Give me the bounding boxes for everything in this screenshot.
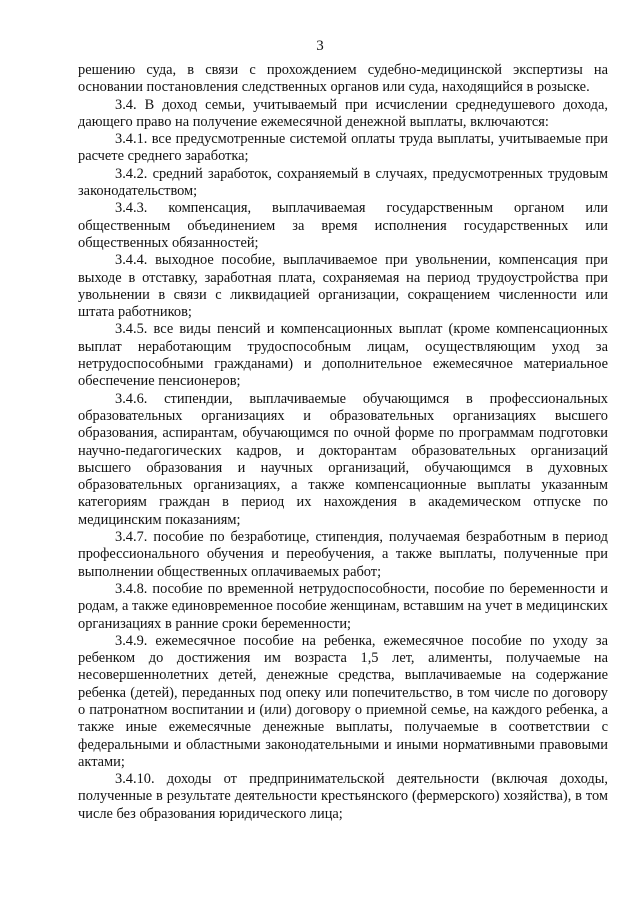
paragraph-3-4-5: 3.4.5. все виды пенсий и компенсационных выплат (кроме компенсационных выплат неработающим трудоспособным лицам, осуществляющим уход за нетрудоспособными гражданами) и дополнительное ежемесячное материальное обеспечение пенсионеров; <box>78 321 608 390</box>
paragraph-3-4: 3.4. В доход семьи, учитываемый при исчислении среднедушевого дохода, дающего право на получение ежемесячной денежной выплаты, включаются: <box>78 96 608 130</box>
paragraph-3-4-10: 3.4.10. доходы от предпринимательской деятельности (включая доходы, полученные в результате деятельности крестьянского (фермерского) хозяйства), в том числе без образования юридического лица; <box>78 771 608 822</box>
document-body <box>78 62 608 823</box>
paragraph-3-4-4: 3.4.4. выходное пособие, выплачиваемое при увольнении, компенсация при выходе в отставку, заработная плата, сохраняемая на период трудоустройства при увольнении в связи с ликвидацией организации, сокращением численности или штата работников; <box>78 252 608 321</box>
paragraph-3-4-6: 3.4.6. стипендии, выплачиваемые обучающимся в профессиональных образовательных организациях и образовательных организациях высшего образования, аспирантам, обучающимся по очной форме по программам подготовки научно-педагогических кадров, и докторантам образовательных организаций высшего образования и научных организаций, обучающимся в духовных образовательных организациях, а также компенсационные выплаты указанным категориям граждан в период их нахождения в академическом отпуске по медицинским показаниям; <box>78 390 608 528</box>
paragraph-3-4-8: 3.4.8. пособие по временной нетрудоспособности, пособие по беременности и родам, а также единовременное пособие женщинам, вставшим на учет в медицинских организациях в ранние сроки беременности; <box>78 580 608 632</box>
paragraph-continuation: решению суда, в связи с прохождением судебно-медицинской экспертизы на основании постановления следственных органов или суда, находящийся в розыске. <box>78 62 608 96</box>
paragraph-3-4-9: 3.4.9. ежемесячное пособие на ребенка, ежемесячное пособие по уходу за ребенком до достижения им возраста 1,5 лет, алименты, получаемые на несовершеннолетних детей, денежные средства, выплачиваемые на содержание ребенка (детей), переданных под опеку или попечительство, в том числе по договору о патронатном воспитании и (или) договору о приемной семье, на каждого ребенка, а также иные ежемесячные денежные выплаты, получаемые в соответствии с федеральными и областными законодательными и иными нормативными правовыми актами; <box>78 632 608 770</box>
paragraph-3-4-3: 3.4.3. компенсация, выплачиваемая государственным органом или общественным объединением за время исполнения государственных или общественных обязанностей; <box>78 200 608 251</box>
page-number: 3 <box>316 38 324 54</box>
paragraph-3-4-7: 3.4.7. пособие по безработице, стипендия, получаемая безработным в период профессионального обучения и переобучения, а также выплаты, полученные при выполнении общественных оплачиваемых работ; <box>78 529 608 580</box>
paragraph-3-4-1: 3.4.1. все предусмотренные системой оплаты труда выплаты, учитываемые при расчете среднего заработка; <box>78 131 608 165</box>
paragraph-3-4-2: 3.4.2. средний заработок, сохраняемый в случаях, предусмотренных трудовым законодательством; <box>78 165 608 200</box>
